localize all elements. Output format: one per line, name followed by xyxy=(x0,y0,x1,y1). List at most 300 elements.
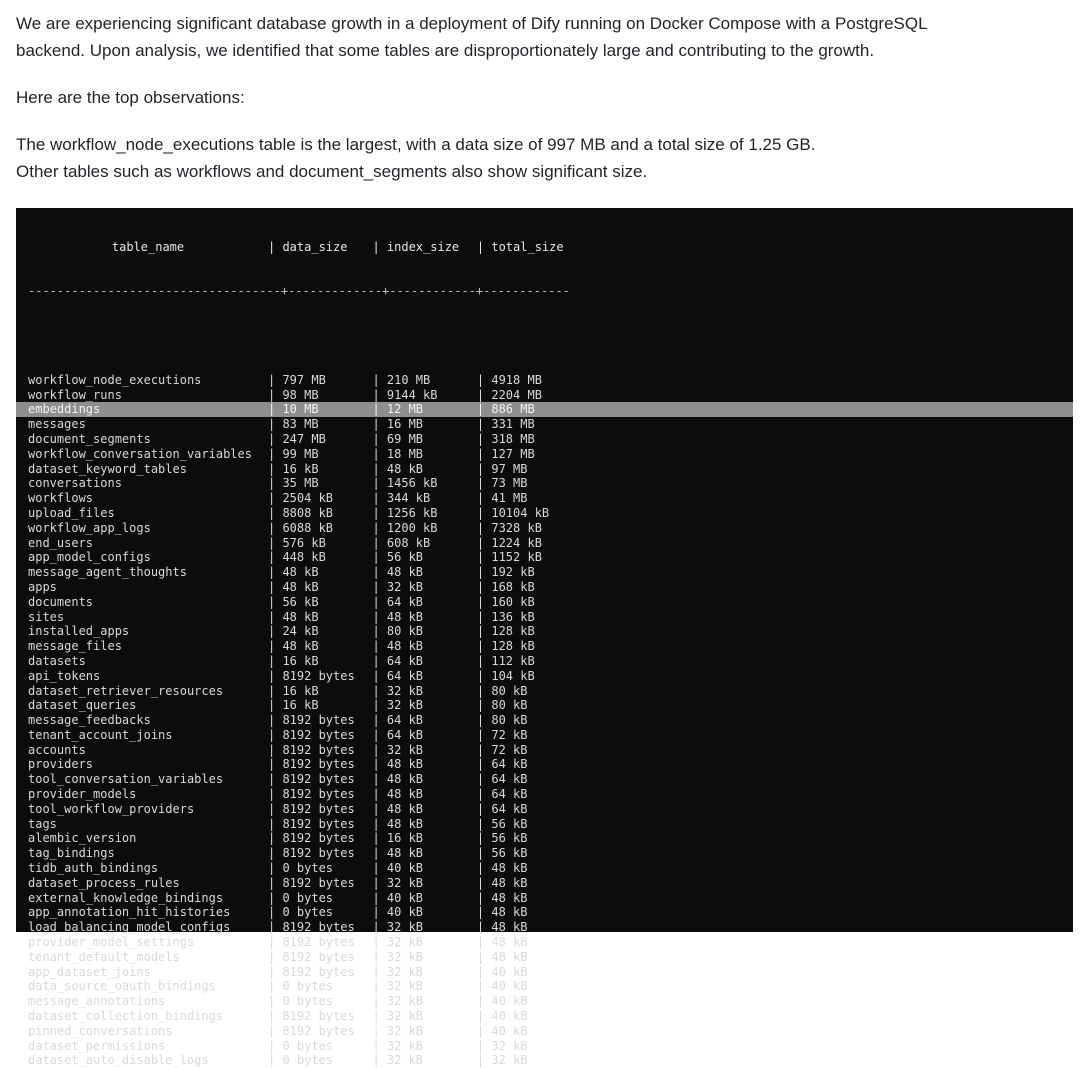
cell-index-size: 80 kB xyxy=(386,624,424,639)
column-separator: | xyxy=(476,579,492,594)
cell-data-size: 8192 bytes xyxy=(282,757,355,772)
column-separator: | xyxy=(372,920,387,935)
cell-index-size: 9144 kB xyxy=(386,387,438,402)
cell-data-size: 16 kB xyxy=(282,698,319,713)
table-row xyxy=(16,580,1073,595)
cell-table-name: app_dataset_joins xyxy=(28,964,151,979)
table-row xyxy=(16,861,1073,876)
cell-index-size: 48 kB xyxy=(386,639,424,654)
cell-total-size: 136 kB xyxy=(491,609,535,624)
column-separator: | xyxy=(476,668,492,683)
column-separator: | xyxy=(268,816,283,831)
cell-total-size: 4918 MB xyxy=(491,372,542,387)
cell-table-name: workflow_app_logs xyxy=(28,520,151,535)
column-separator: | xyxy=(372,491,387,506)
table-row xyxy=(16,905,1073,920)
column-separator: | xyxy=(372,653,387,668)
cell-index-size: 18 MB xyxy=(386,446,424,461)
cell-index-size: 48 kB xyxy=(386,816,424,831)
cell-index-size: 32 kB xyxy=(386,683,424,698)
header-sep-1: | xyxy=(268,239,283,254)
cell-total-size: 318 MB xyxy=(491,431,535,446)
observation-line-2: Other tables such as workflows and document_segments also show significant size. xyxy=(16,162,648,181)
cell-table-name: dataset_queries xyxy=(28,698,137,713)
column-separator: | xyxy=(476,372,492,387)
cell-table-name: load_balancing_model_configs xyxy=(28,920,231,935)
cell-total-size: 80 kB xyxy=(491,698,528,713)
table-row xyxy=(16,402,1073,417)
cell-data-size: 16 kB xyxy=(282,683,319,698)
column-separator: | xyxy=(268,757,283,772)
table-row xyxy=(16,772,1073,787)
spacer-row xyxy=(16,328,1073,343)
column-separator: | xyxy=(372,579,387,594)
cell-index-size: 40 kB xyxy=(386,890,424,905)
column-separator: | xyxy=(476,831,492,846)
intro-paragraph xyxy=(16,10,1066,64)
cell-total-size: 56 kB xyxy=(491,846,528,861)
table-row xyxy=(16,831,1073,846)
column-separator: | xyxy=(372,402,387,417)
cell-table-name: end_users xyxy=(28,535,94,550)
cell-total-size: 80 kB xyxy=(491,683,528,698)
column-separator: | xyxy=(372,520,387,535)
column-separator: | xyxy=(476,846,492,861)
cell-data-size: 8192 bytes xyxy=(282,846,355,861)
column-separator: | xyxy=(372,372,387,387)
table-row xyxy=(16,994,1073,1009)
column-separator: | xyxy=(476,772,492,787)
column-separator: | xyxy=(268,727,283,742)
cell-total-size: 7328 kB xyxy=(491,520,542,535)
column-separator: | xyxy=(476,1023,492,1038)
table-row xyxy=(16,565,1073,580)
cell-data-size: 56 kB xyxy=(282,594,319,609)
column-separator: | xyxy=(268,387,283,402)
table-row xyxy=(16,624,1073,639)
cell-index-size: 1200 kB xyxy=(386,520,438,535)
column-separator: | xyxy=(476,431,492,446)
cell-data-size: 8192 bytes xyxy=(282,713,355,728)
column-separator: | xyxy=(268,683,283,698)
column-separator: | xyxy=(372,565,387,580)
column-separator: | xyxy=(268,742,283,757)
column-separator: | xyxy=(372,594,387,609)
column-separator: | xyxy=(268,476,283,491)
cell-total-size: 73 MB xyxy=(491,476,528,491)
column-separator: | xyxy=(268,402,283,417)
cell-index-size: 32 kB xyxy=(386,1009,424,1024)
column-separator: | xyxy=(476,1053,492,1068)
column-separator: | xyxy=(372,742,387,757)
cell-table-name: accounts xyxy=(28,742,86,757)
cell-data-size: 0 bytes xyxy=(282,905,334,920)
cell-table-name: tenant_account_joins xyxy=(28,727,173,742)
column-separator: | xyxy=(268,772,283,787)
table-row xyxy=(16,521,1073,536)
column-separator: | xyxy=(268,609,283,624)
cell-total-size: 72 kB xyxy=(491,727,528,742)
column-separator: | xyxy=(268,668,283,683)
cell-table-name: message_annotations xyxy=(28,994,166,1009)
cell-index-size: 32 kB xyxy=(386,742,424,757)
cell-total-size: 64 kB xyxy=(491,772,528,787)
column-separator: | xyxy=(372,668,387,683)
column-separator: | xyxy=(476,624,492,639)
column-separator: | xyxy=(372,727,387,742)
table-row xyxy=(16,950,1073,965)
cell-index-size: 32 kB xyxy=(386,994,424,1009)
cell-index-size: 48 kB xyxy=(386,757,424,772)
cell-data-size: 8192 bytes xyxy=(282,949,355,964)
cell-table-name: app_model_configs xyxy=(28,550,151,565)
column-separator: | xyxy=(268,905,283,920)
cell-data-size: 2504 kB xyxy=(282,491,334,506)
cell-total-size: 127 MB xyxy=(491,446,535,461)
cell-total-size: 32 kB xyxy=(491,1038,528,1053)
cell-total-size: 128 kB xyxy=(491,624,535,639)
cell-index-size: 48 kB xyxy=(386,772,424,787)
cell-table-name: installed_apps xyxy=(28,624,130,639)
cell-data-size: 6088 kB xyxy=(282,520,334,535)
column-separator: | xyxy=(476,446,492,461)
table-row xyxy=(16,965,1073,980)
column-separator: | xyxy=(476,520,492,535)
cell-data-size: 576 kB xyxy=(282,535,326,550)
cell-index-size: 608 kB xyxy=(386,535,431,550)
cell-data-size: 8192 bytes xyxy=(282,964,355,979)
cell-data-size: 48 kB xyxy=(282,609,319,624)
cell-data-size: 8192 bytes xyxy=(282,816,355,831)
cell-table-name: dataset_auto_disable_logs xyxy=(28,1053,209,1068)
cell-index-size: 344 kB xyxy=(386,491,431,506)
table-row xyxy=(16,1039,1073,1054)
column-separator: | xyxy=(268,949,283,964)
column-separator: | xyxy=(372,1038,387,1053)
cell-total-size: 48 kB xyxy=(491,905,528,920)
column-separator: | xyxy=(372,535,387,550)
column-separator: | xyxy=(268,1038,283,1053)
column-separator: | xyxy=(268,505,283,520)
table-row xyxy=(16,462,1073,477)
cell-data-size: 48 kB xyxy=(282,639,319,654)
cell-total-size: 48 kB xyxy=(491,949,528,964)
cell-index-size: 64 kB xyxy=(386,668,424,683)
column-separator: | xyxy=(268,491,283,506)
cell-total-size: 192 kB xyxy=(491,565,535,580)
cell-table-name: datasets xyxy=(28,653,86,668)
cell-data-size: 8808 kB xyxy=(282,505,334,520)
column-separator: | xyxy=(372,905,387,920)
cell-data-size: 8192 bytes xyxy=(282,727,355,742)
cell-table-name: tool_conversation_variables xyxy=(28,772,224,787)
column-separator: | xyxy=(476,476,492,491)
table-row xyxy=(16,654,1073,669)
cell-total-size: 160 kB xyxy=(491,594,535,609)
column-separator: | xyxy=(268,594,283,609)
table-row xyxy=(16,491,1073,506)
column-separator: | xyxy=(476,875,492,890)
table-row xyxy=(16,817,1073,832)
column-separator: | xyxy=(268,935,283,950)
cell-total-size: 48 kB xyxy=(491,875,528,890)
table-row xyxy=(16,373,1073,388)
column-separator: | xyxy=(372,683,387,698)
column-separator: | xyxy=(372,431,387,446)
cell-total-size: 48 kB xyxy=(491,890,528,905)
table-row xyxy=(16,388,1073,403)
column-separator: | xyxy=(476,1038,492,1053)
cell-data-size: 8192 bytes xyxy=(282,831,355,846)
column-separator: | xyxy=(268,550,283,565)
column-separator: | xyxy=(476,609,492,624)
cell-data-size: 0 bytes xyxy=(282,1038,334,1053)
column-separator: | xyxy=(268,446,283,461)
cell-table-name: external_knowledge_bindings xyxy=(28,890,224,905)
cell-data-size: 797 MB xyxy=(282,372,326,387)
table-row xyxy=(16,550,1073,565)
column-separator: | xyxy=(476,461,492,476)
cell-table-name: message_agent_thoughts xyxy=(28,565,187,580)
column-separator: | xyxy=(476,535,492,550)
column-separator: | xyxy=(476,683,492,698)
cell-index-size: 12 MB xyxy=(386,402,424,417)
table-divider: -----------------------------------+-------------+------------+------------ xyxy=(28,283,570,298)
cell-total-size: 40 kB xyxy=(491,1023,528,1038)
column-separator: | xyxy=(476,565,492,580)
cell-table-name: upload_files xyxy=(28,505,115,520)
column-separator: | xyxy=(372,609,387,624)
cell-data-size: 8192 bytes xyxy=(282,801,355,816)
column-separator: | xyxy=(268,831,283,846)
column-separator: | xyxy=(372,787,387,802)
column-separator: | xyxy=(372,816,387,831)
column-separator: | xyxy=(268,1009,283,1024)
cell-table-name: apps xyxy=(28,579,57,594)
cell-total-size: 331 MB xyxy=(491,417,535,432)
cell-total-size: 97 MB xyxy=(491,461,528,476)
cell-index-size: 32 kB xyxy=(386,579,424,594)
header-total-size: total_size xyxy=(491,239,564,254)
column-separator: | xyxy=(476,727,492,742)
cell-total-size: 48 kB xyxy=(491,935,528,950)
cell-table-name: provider_model_settings xyxy=(28,935,195,950)
cell-table-name: app_annotation_hit_histories xyxy=(28,905,231,920)
cell-table-name: tool_workflow_providers xyxy=(28,801,195,816)
cell-data-size: 448 kB xyxy=(282,550,326,565)
column-separator: | xyxy=(476,979,492,994)
cell-index-size: 32 kB xyxy=(386,979,424,994)
table-row xyxy=(16,1009,1073,1024)
table-row xyxy=(16,698,1073,713)
cell-total-size: 1152 kB xyxy=(491,550,542,565)
column-separator: | xyxy=(372,461,387,476)
cell-table-name: dataset_keyword_tables xyxy=(28,461,187,476)
cell-data-size: 8192 bytes xyxy=(282,1009,355,1024)
cell-total-size: 40 kB xyxy=(491,979,528,994)
header-sep-3: | xyxy=(476,239,492,254)
cell-total-size: 56 kB xyxy=(491,816,528,831)
table-row xyxy=(16,846,1073,861)
cell-table-name: conversations xyxy=(28,476,122,491)
column-separator: | xyxy=(372,949,387,964)
cell-index-size: 56 kB xyxy=(386,550,424,565)
cell-index-size: 64 kB xyxy=(386,713,424,728)
cell-table-name: workflows xyxy=(28,491,94,506)
cell-table-name: dataset_collection_bindings xyxy=(28,1009,224,1024)
column-separator: | xyxy=(476,816,492,831)
column-separator: | xyxy=(268,639,283,654)
cell-data-size: 8192 bytes xyxy=(282,875,355,890)
column-separator: | xyxy=(268,846,283,861)
column-separator: | xyxy=(268,698,283,713)
terminal-screenshot xyxy=(16,208,1073,1068)
header-sep-2: | xyxy=(372,239,387,254)
column-separator: | xyxy=(268,713,283,728)
table-row xyxy=(16,935,1073,950)
cell-table-name: documents xyxy=(28,594,94,609)
table-row xyxy=(16,757,1073,772)
column-separator: | xyxy=(476,402,492,417)
cell-index-size: 32 kB xyxy=(386,935,424,950)
cell-index-size: 48 kB xyxy=(386,787,424,802)
column-separator: | xyxy=(476,742,492,757)
cell-total-size: 41 MB xyxy=(491,491,528,506)
column-separator: | xyxy=(372,476,387,491)
column-separator: | xyxy=(372,698,387,713)
cell-total-size: 2204 MB xyxy=(491,387,542,402)
table-row xyxy=(16,476,1073,491)
table-row xyxy=(16,432,1073,447)
cell-data-size: 24 kB xyxy=(282,624,319,639)
column-separator: | xyxy=(372,979,387,994)
table-row xyxy=(16,610,1073,625)
table-row xyxy=(16,669,1073,684)
column-separator: | xyxy=(372,801,387,816)
cell-total-size: 1224 kB xyxy=(491,535,542,550)
cell-index-size: 48 kB xyxy=(386,801,424,816)
column-separator: | xyxy=(476,639,492,654)
cell-data-size: 16 kB xyxy=(282,461,319,476)
cell-data-size: 8192 bytes xyxy=(282,935,355,950)
table-row xyxy=(16,417,1073,432)
cell-data-size: 0 bytes xyxy=(282,979,334,994)
cell-table-name: tidb_auth_bindings xyxy=(28,861,159,876)
cell-table-name: data_source_oauth_bindings xyxy=(28,979,216,994)
column-separator: | xyxy=(372,757,387,772)
column-separator: | xyxy=(476,757,492,772)
column-separator: | xyxy=(268,461,283,476)
column-separator: | xyxy=(372,550,387,565)
cell-index-size: 32 kB xyxy=(386,949,424,964)
cell-data-size: 10 MB xyxy=(282,402,319,417)
table-row xyxy=(16,920,1073,935)
cell-index-size: 32 kB xyxy=(386,920,424,935)
cell-data-size: 98 MB xyxy=(282,387,319,402)
cell-table-name: workflow_runs xyxy=(28,387,122,402)
column-separator: | xyxy=(268,920,283,935)
cell-index-size: 64 kB xyxy=(386,727,424,742)
column-separator: | xyxy=(268,624,283,639)
table-row xyxy=(16,891,1073,906)
cell-table-name: tags xyxy=(28,816,57,831)
column-separator: | xyxy=(372,994,387,1009)
column-separator: | xyxy=(268,535,283,550)
column-separator: | xyxy=(476,861,492,876)
cell-index-size: 1256 kB xyxy=(386,505,438,520)
column-separator: | xyxy=(372,935,387,950)
table-row xyxy=(16,787,1073,802)
column-separator: | xyxy=(372,772,387,787)
column-separator: | xyxy=(268,979,283,994)
table-row xyxy=(16,713,1073,728)
cell-index-size: 16 MB xyxy=(386,417,424,432)
cell-data-size: 99 MB xyxy=(282,446,319,461)
column-separator: | xyxy=(268,653,283,668)
column-separator: | xyxy=(372,639,387,654)
column-separator: | xyxy=(372,624,387,639)
cell-index-size: 48 kB xyxy=(386,565,424,580)
column-separator: | xyxy=(372,964,387,979)
cell-total-size: 64 kB xyxy=(491,801,528,816)
column-separator: | xyxy=(476,1009,492,1024)
column-separator: | xyxy=(372,1023,387,1038)
column-separator: | xyxy=(476,417,492,432)
column-separator: | xyxy=(372,446,387,461)
cell-table-name: alembic_version xyxy=(28,831,137,846)
table-row xyxy=(16,1024,1073,1039)
cell-data-size: 8192 bytes xyxy=(282,742,355,757)
cell-total-size: 48 kB xyxy=(491,920,528,935)
column-separator: | xyxy=(476,890,492,905)
cell-index-size: 48 kB xyxy=(386,461,424,476)
column-separator: | xyxy=(268,520,283,535)
column-separator: | xyxy=(372,417,387,432)
cell-data-size: 247 MB xyxy=(282,431,326,446)
cell-table-name: tenant_default_models xyxy=(28,949,180,964)
cell-table-name: pinned_conversations xyxy=(28,1023,173,1038)
cell-data-size: 8192 bytes xyxy=(282,787,355,802)
cell-index-size: 40 kB xyxy=(386,861,424,876)
cell-index-size: 210 MB xyxy=(386,372,431,387)
header-table-name: table_name xyxy=(111,239,185,254)
cell-data-size: 0 bytes xyxy=(282,861,334,876)
cell-index-size: 32 kB xyxy=(386,698,424,713)
cell-table-name: provider_models xyxy=(28,787,137,802)
cell-data-size: 8192 bytes xyxy=(282,772,355,787)
cell-total-size: 72 kB xyxy=(491,742,528,757)
intro-line-2: backend. Upon analysis, we identified that some tables are disproportionately large and contributing to the growth. xyxy=(16,41,875,60)
cell-table-name: workflow_node_executions xyxy=(28,372,202,387)
cell-index-size: 64 kB xyxy=(386,653,424,668)
observations-paragraph xyxy=(16,131,1066,185)
table-row xyxy=(16,595,1073,610)
column-separator: | xyxy=(268,787,283,802)
column-separator: | xyxy=(476,787,492,802)
cell-table-name: workflow_conversation_variables xyxy=(28,446,252,461)
table-row xyxy=(16,1053,1073,1068)
table-row xyxy=(16,536,1073,551)
cell-total-size: 10104 kB xyxy=(491,505,550,520)
cell-table-name: dataset_retriever_resources xyxy=(28,683,224,698)
column-separator: | xyxy=(372,1053,387,1068)
query-output xyxy=(16,210,1073,1068)
cell-total-size: 112 kB xyxy=(491,653,535,668)
cell-index-size: 32 kB xyxy=(386,875,424,890)
cell-data-size: 16 kB xyxy=(282,653,319,668)
cell-table-name: dataset_permissions xyxy=(28,1038,166,1053)
column-separator: | xyxy=(372,846,387,861)
